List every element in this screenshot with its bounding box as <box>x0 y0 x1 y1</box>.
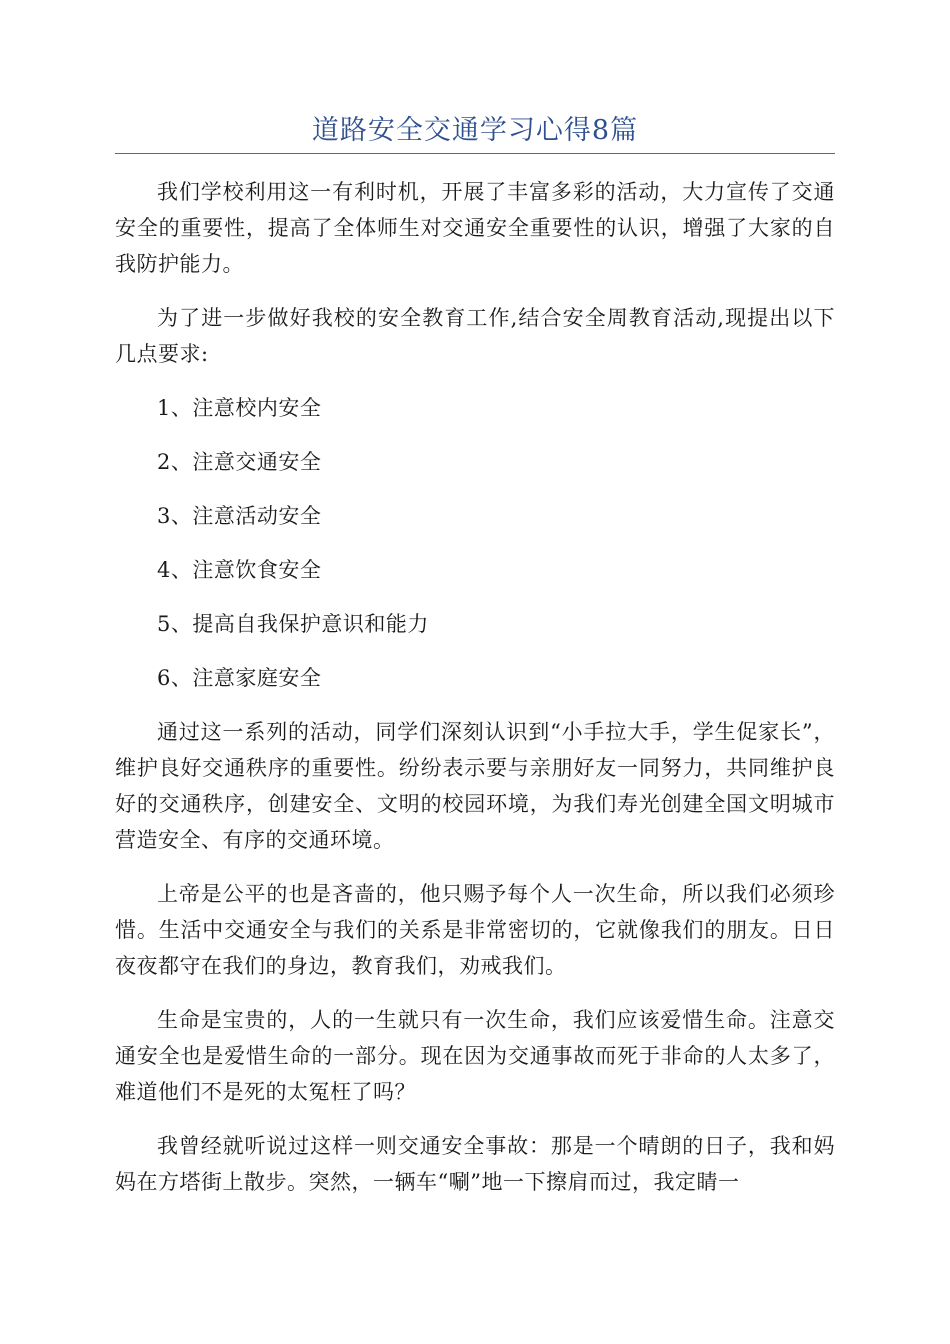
paragraph: 我们学校利用这一有利时机，开展了丰富多彩的活动，大力宣传了交通安全的重要性，提高了全体师生对交通安全重要性的认识，增强了大家的自我防护能力。 <box>115 180 835 276</box>
document-title: 道路安全交通学习心得8篇 <box>311 115 639 146</box>
paragraph: 为了进一步做好我校的安全教育工作,结合安全周教育活动,现提出以下几点要求: <box>115 306 835 366</box>
list-item: 4、注意饮食安全 <box>157 558 322 582</box>
list-item: 1、注意校内安全 <box>157 396 322 420</box>
paragraph: 生命是宝贵的，人的一生就只有一次生命，我们应该爱惜生命。注意交通安全也是爱惜生命的一部分。现在因为交通事故而死于非命的人太多了，难道他们不是死的太冤枉了吗？ <box>115 1008 835 1104</box>
list-item: 6、注意家庭安全 <box>157 666 322 690</box>
paragraph: 通过这一系列的活动，同学们深刻认识到“小手拉大手，学生促家长”，维护良好交通秩序的重要性。纷纷表示要与亲朋好友一同努力，共同维护良好的交通秩序，创建安全、文明的校园环境，为我们寿光创建全国文明城市营造安全、有序的交通环境。 <box>115 720 835 852</box>
list-item: 5、提高自我保护意识和能力 <box>157 612 429 636</box>
paragraph: 我曾经就听说过这样一则交通安全事故：那是一个晴朗的日子，我和妈妈在方塔街上散步。突然，一辆车“唰”地一下擦肩而过，我定睛一 <box>115 1134 835 1194</box>
list-item: 3、注意活动安全 <box>157 504 322 528</box>
list-item: 2、注意交通安全 <box>157 450 322 474</box>
paragraph: 上帝是公平的也是吝啬的，他只赐予每个人一次生命，所以我们必须珍惜。生活中交通安全与我们的关系是非常密切的，它就像我们的朋友。日日夜夜都守在我们的身边，教育我们，劝戒我们。 <box>115 882 835 978</box>
title-underline <box>115 153 835 154</box>
document-body <box>115 174 835 1218</box>
